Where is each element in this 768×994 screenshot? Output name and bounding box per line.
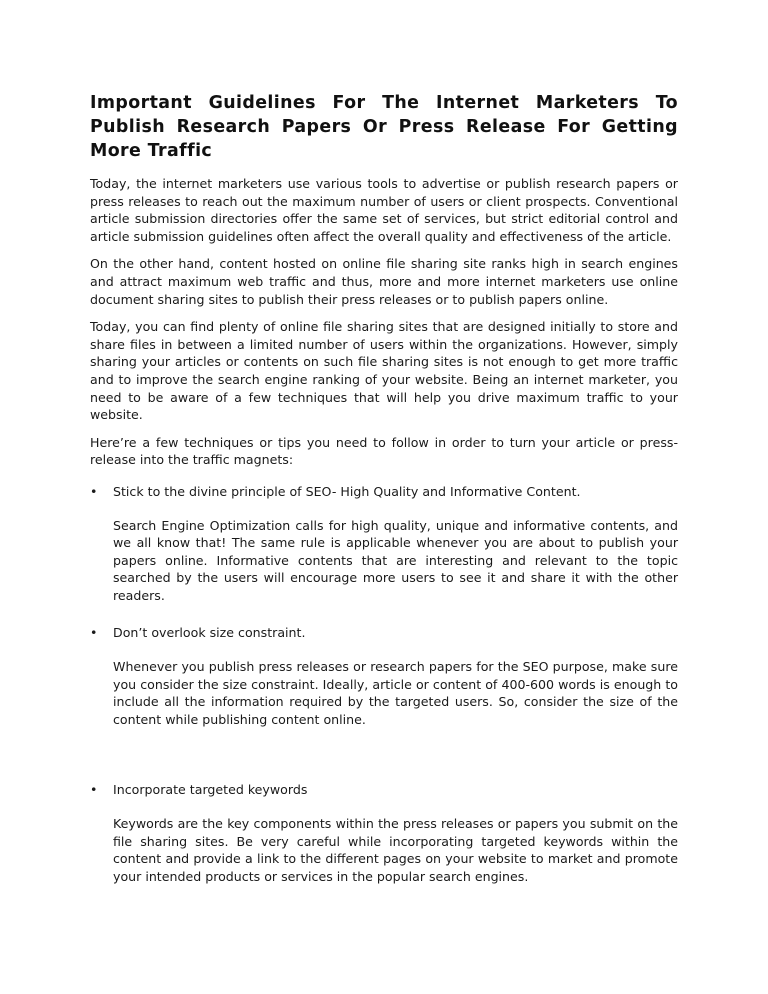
bullet-icon: •	[90, 625, 98, 641]
tips-list	[90, 483, 678, 886]
document-title: Important Guidelines For The Internet Marketers To Publish Research Papers Or Press Release For Getting More Traffic	[90, 93, 678, 161]
paragraph-online-file-sharing: On the other hand, content hosted on online file sharing site ranks high in search engines and attract maximum web traffic and thus, more and more internet marketers use online document sharing sites to publish their press releases or to publish papers online.	[90, 256, 678, 307]
bullet-body: Keywords are the key components within the press releases or papers you submit on the file sharing sites. Be very careful while incorporating targeted keywords within the content and provide a link to the different pages on your website to market and promote your intended products or services in the popular search engines.	[113, 816, 678, 884]
list-item	[90, 483, 678, 605]
bullet-body: Whenever you publish press releases or research papers for the SEO purpose, make sure you consider the size constraint. Ideally, article or content of 400-600 words is enough to include all the information required by the targeted users. So, consider the size of the content while publishing content online.	[113, 659, 678, 727]
paragraph-tips-intro: Here’re a few techniques or tips you need to follow in order to turn your article or press-release into the traffic magnets:	[90, 434, 678, 468]
list-item	[90, 781, 678, 885]
bullet-icon: •	[90, 782, 98, 798]
bullet-heading: Stick to the divine principle of SEO- High Quality and Informative Content.	[113, 483, 581, 499]
paragraph-intro: Today, the internet marketers use various tools to advertise or publish research papers or press releases to reach out the maximum number of users or client prospects. Conventional article submission directories offer the same set of services, but strict editorial control and article submission guidelines often affect the overall quality and effectiveness of the article.	[90, 176, 678, 244]
bullet-icon: •	[90, 483, 98, 499]
list-item	[90, 624, 678, 728]
bullet-heading: Incorporate targeted keywords	[113, 782, 308, 798]
bullet-heading: Don’t overlook size constraint.	[113, 625, 306, 641]
paragraph-plenty-of-sites: Today, you can find plenty of online file sharing sites that are designed initially to store and share files in between a limited number of users within the organizations. However, simply sharing your articles or contents on such file sharing sites is not enough to get more traffic and to improve the search engine ranking of your website. Being an internet marketer, you need to be aware of a few techniques that will help you drive maximum traffic to your website.	[90, 319, 678, 423]
bullet-body: Search Engine Optimization calls for high quality, unique and informative contents, and we all know that! The same rule is applicable whenever you are about to publish your papers online. Informative contents that are interesting and relevant to the topic searched by the users will encourage more users to see it and share it with the other readers.	[113, 517, 678, 603]
document-page	[90, 91, 678, 885]
